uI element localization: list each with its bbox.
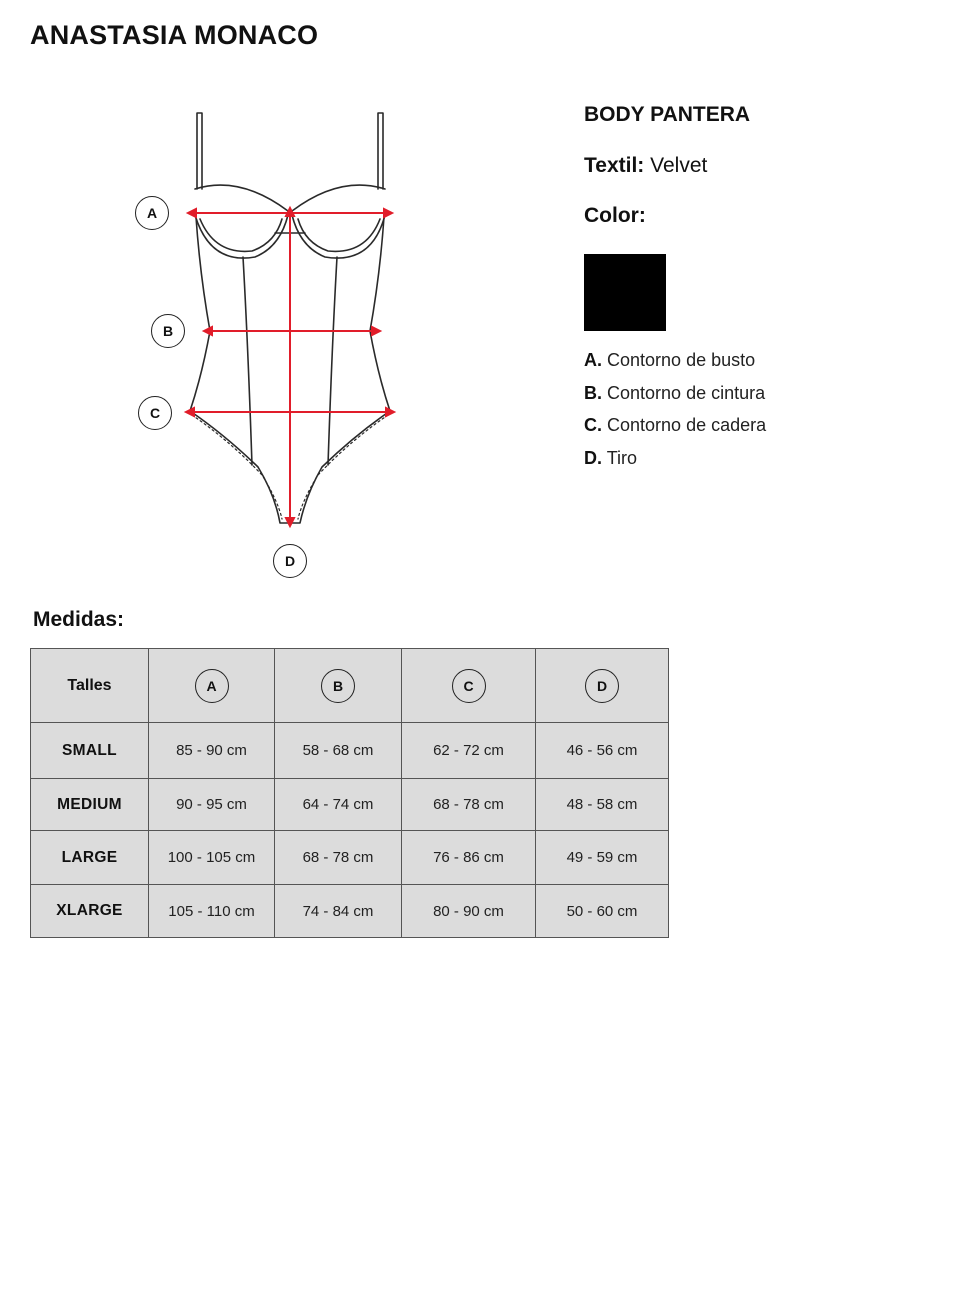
left-leg-lace (192, 415, 282, 519)
textil-line (584, 154, 707, 178)
arrow-a-left (188, 209, 196, 217)
arrow-d-bottom (286, 518, 294, 526)
legend-item-b (584, 380, 766, 413)
size-cell: MEDIUM (31, 779, 149, 831)
textil-label: Textil: (584, 154, 645, 177)
legend-item-d (584, 445, 766, 478)
right-seam (328, 257, 337, 465)
value-cell: 74 - 84 cm (275, 885, 402, 938)
arrow-c-right (386, 408, 394, 416)
legend-text: Tiro (606, 448, 638, 469)
header-talles: Talles (31, 649, 149, 723)
header-b (275, 649, 402, 723)
value-cell: 46 - 56 cm (536, 723, 669, 779)
marker-b-icon: B (321, 669, 355, 703)
legend-text: Contorno de cintura (607, 382, 766, 403)
value-cell: 90 - 95 cm (149, 779, 275, 831)
marker-a-icon: A (195, 669, 229, 703)
legend-item-c (584, 412, 766, 445)
arrow-a-right (384, 209, 392, 217)
size-cell: XLARGE (31, 885, 149, 938)
header-c (402, 649, 536, 723)
legend-key: A. (584, 350, 602, 370)
value-cell: 68 - 78 cm (275, 831, 402, 885)
table-row (31, 723, 669, 779)
legend-key: D. (584, 448, 602, 469)
legend-text: Contorno de cadera (607, 415, 767, 436)
marker-d: D (273, 544, 307, 578)
size-table (30, 648, 669, 938)
value-cell: 105 - 110 cm (149, 885, 275, 938)
arrow-b-right (372, 327, 380, 335)
bodysuit-diagram (130, 105, 420, 585)
left-cup-top (195, 185, 290, 215)
textil-value: Velvet (650, 154, 708, 177)
brand-title: ANASTASIA MONACO (30, 20, 319, 50)
arrow-c-left (186, 408, 194, 416)
table-row (31, 885, 669, 938)
arrow-b-left (204, 327, 212, 335)
marker-d-icon: D (585, 669, 619, 703)
table-header-row (31, 649, 669, 723)
legend-item-a (584, 347, 766, 380)
value-cell: 49 - 59 cm (536, 831, 669, 885)
right-leg-lace (298, 415, 388, 519)
table-row (31, 831, 669, 885)
legend-key: C. (584, 415, 602, 436)
size-cell: SMALL (31, 723, 149, 779)
value-cell: 64 - 74 cm (275, 779, 402, 831)
value-cell: 76 - 86 cm (402, 831, 536, 885)
legend-text: Contorno de busto (607, 350, 756, 370)
header-a (149, 649, 275, 723)
marker-c-icon: C (452, 669, 486, 703)
color-swatch[interactable] (584, 254, 666, 331)
arrow-d-top (286, 208, 294, 216)
value-cell: 62 - 72 cm (402, 723, 536, 779)
value-cell: 48 - 58 cm (536, 779, 669, 831)
left-seam (243, 257, 252, 465)
marker-a: A (135, 196, 169, 230)
legend-key: B. (584, 382, 602, 403)
left-strap (197, 113, 202, 189)
value-cell: 80 - 90 cm (402, 885, 536, 938)
size-cell: LARGE (31, 831, 149, 885)
table-row (31, 779, 669, 831)
right-strap (378, 113, 383, 189)
value-cell: 100 - 105 cm (149, 831, 275, 885)
value-cell: 68 - 78 cm (402, 779, 536, 831)
measurement-legend (584, 347, 766, 478)
measurements-title: Medidas: (33, 608, 125, 631)
marker-c: C (138, 396, 172, 430)
right-cup-top (292, 185, 385, 211)
marker-b: B (151, 314, 185, 348)
product-name: BODY PANTERA (584, 103, 751, 126)
header-d (536, 649, 669, 723)
value-cell: 85 - 90 cm (149, 723, 275, 779)
value-cell: 58 - 68 cm (275, 723, 402, 779)
value-cell: 50 - 60 cm (536, 885, 669, 938)
color-label: Color: (584, 204, 646, 227)
